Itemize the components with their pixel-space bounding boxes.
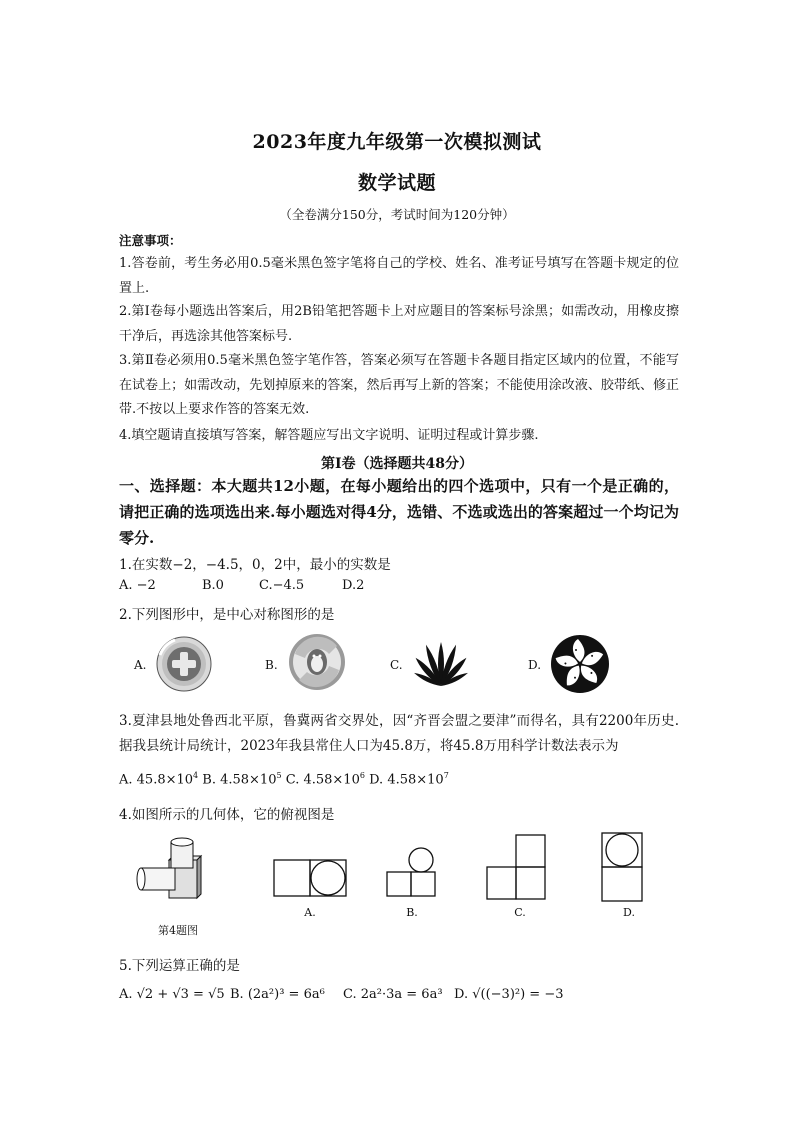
page-title: 2023年度九年级第一次模拟测试 xyxy=(252,131,542,153)
q2-label-c: C. xyxy=(390,658,403,672)
q4-view-d xyxy=(599,831,645,907)
q4-label-a: A. xyxy=(304,906,316,919)
q2-stem: 2.下列图形中，是中心对称图形的是 xyxy=(119,607,335,623)
q3-option-d-exp: 7 xyxy=(443,771,449,780)
subject-title: 数学试题 xyxy=(357,172,436,194)
q4-view-b xyxy=(385,846,437,904)
q5-option-b: B. (2a²)³ = 6a⁶ xyxy=(230,987,325,1002)
q2-label-a: A. xyxy=(134,658,147,672)
q4-stem: 4.如图所示的几何体，它的俯视图是 xyxy=(119,807,335,823)
q3-option-c-exp: 6 xyxy=(359,771,365,780)
q3-option-b-exp: 5 xyxy=(276,771,282,780)
fan-petals-logo-icon xyxy=(410,638,472,694)
q3-options xyxy=(119,771,449,787)
q3-option-c: C. 4.58×10 xyxy=(285,772,360,788)
penguin-logo-icon xyxy=(287,632,347,696)
q4-label-d: D. xyxy=(623,906,635,919)
q2-label-d: D. xyxy=(528,658,542,672)
exam-info: （全卷满分150分，考试时间为120分钟） xyxy=(279,207,515,222)
bauhinia-flower-icon xyxy=(550,634,610,698)
q3-option-b: B. 4.58×10 xyxy=(202,772,277,788)
q3-stem: 3.夏津县地处鲁西北平原，鲁冀两省交界处，因“齐晋会盟之要津”而得名，具有2200年历史.据我县统计局统计，2023年我县常住人口为45.8万，将45.8万用科学计数法表示为 xyxy=(119,713,679,754)
q5-option-c: C. 2a²·3a = 6a³ xyxy=(343,987,443,1002)
q4-view-a xyxy=(272,858,348,904)
section-title: 第Ⅰ卷（选择题共48分） xyxy=(320,456,474,472)
notes-title: 注意事项： xyxy=(119,233,182,248)
plus-circle-icon xyxy=(155,635,213,697)
note-item-4: 4.填空题请直接填写答案，解答题应写出文字说明、证明过程或计算步骤. xyxy=(119,428,539,443)
q5-option-d: D. √((−3)²) = −3 xyxy=(454,987,564,1002)
q5-option-a: A. √2 + √3 = √5 xyxy=(119,987,225,1002)
q4-label-c: C. xyxy=(514,906,526,919)
q3-option-d: D. 4.58×10 xyxy=(369,772,444,788)
q1-option-a: A. −2 xyxy=(119,578,156,593)
q1-option-b: B.0 xyxy=(202,578,224,593)
q4-label-b: B. xyxy=(406,906,418,919)
geometric-solid-figure xyxy=(133,834,205,910)
q4-view-c xyxy=(485,833,547,905)
q1-option-d: D.2 xyxy=(342,578,365,593)
q3-option-a: A. 45.8×10 xyxy=(119,772,194,788)
q1-stem: 1.在实数−2，−4.5，0，2中，最小的实数是 xyxy=(119,557,391,573)
q1-option-c: C.−4.5 xyxy=(259,578,305,593)
q5-stem: 5.下列运算正确的是 xyxy=(119,958,240,974)
note-item-1: 1.答卷前，考生务必用0.5毫米黑色签字笔将自己的学校、姓名、准考证号填写在答题卡规定的位置上. xyxy=(119,256,679,296)
note-item-2: 2.第Ⅰ卷每小题选出答案后，用2B铅笔把答题卡上对应题目的答案标号涂黑；如需改动，用橡皮擦干净后，再选涂其他答案标号. xyxy=(119,304,679,344)
q4-figure-caption: 第4题图 xyxy=(158,924,198,937)
q3-option-a-exp: 4 xyxy=(193,771,199,780)
section-instructions: 一、选择题：本大题共12小题，在每小题给出的四个选项中，只有一个是正确的，请把正确的选项选出来.每小题选对得4分，选错、不选或选出的答案超过一个均记为零分. xyxy=(119,477,679,547)
q2-label-b: B. xyxy=(265,658,278,672)
note-item-3: 3.第Ⅱ卷必须用0.5毫米黑色签字笔作答，答案必须写在答题卡各题目指定区域内的位置，不能写在试卷上；如需改动，先划掉原来的答案，然后再写上新的答案；不能使用涂改液、胶带纸、修正带.不按以上要求作答的答案无效. xyxy=(119,353,679,417)
